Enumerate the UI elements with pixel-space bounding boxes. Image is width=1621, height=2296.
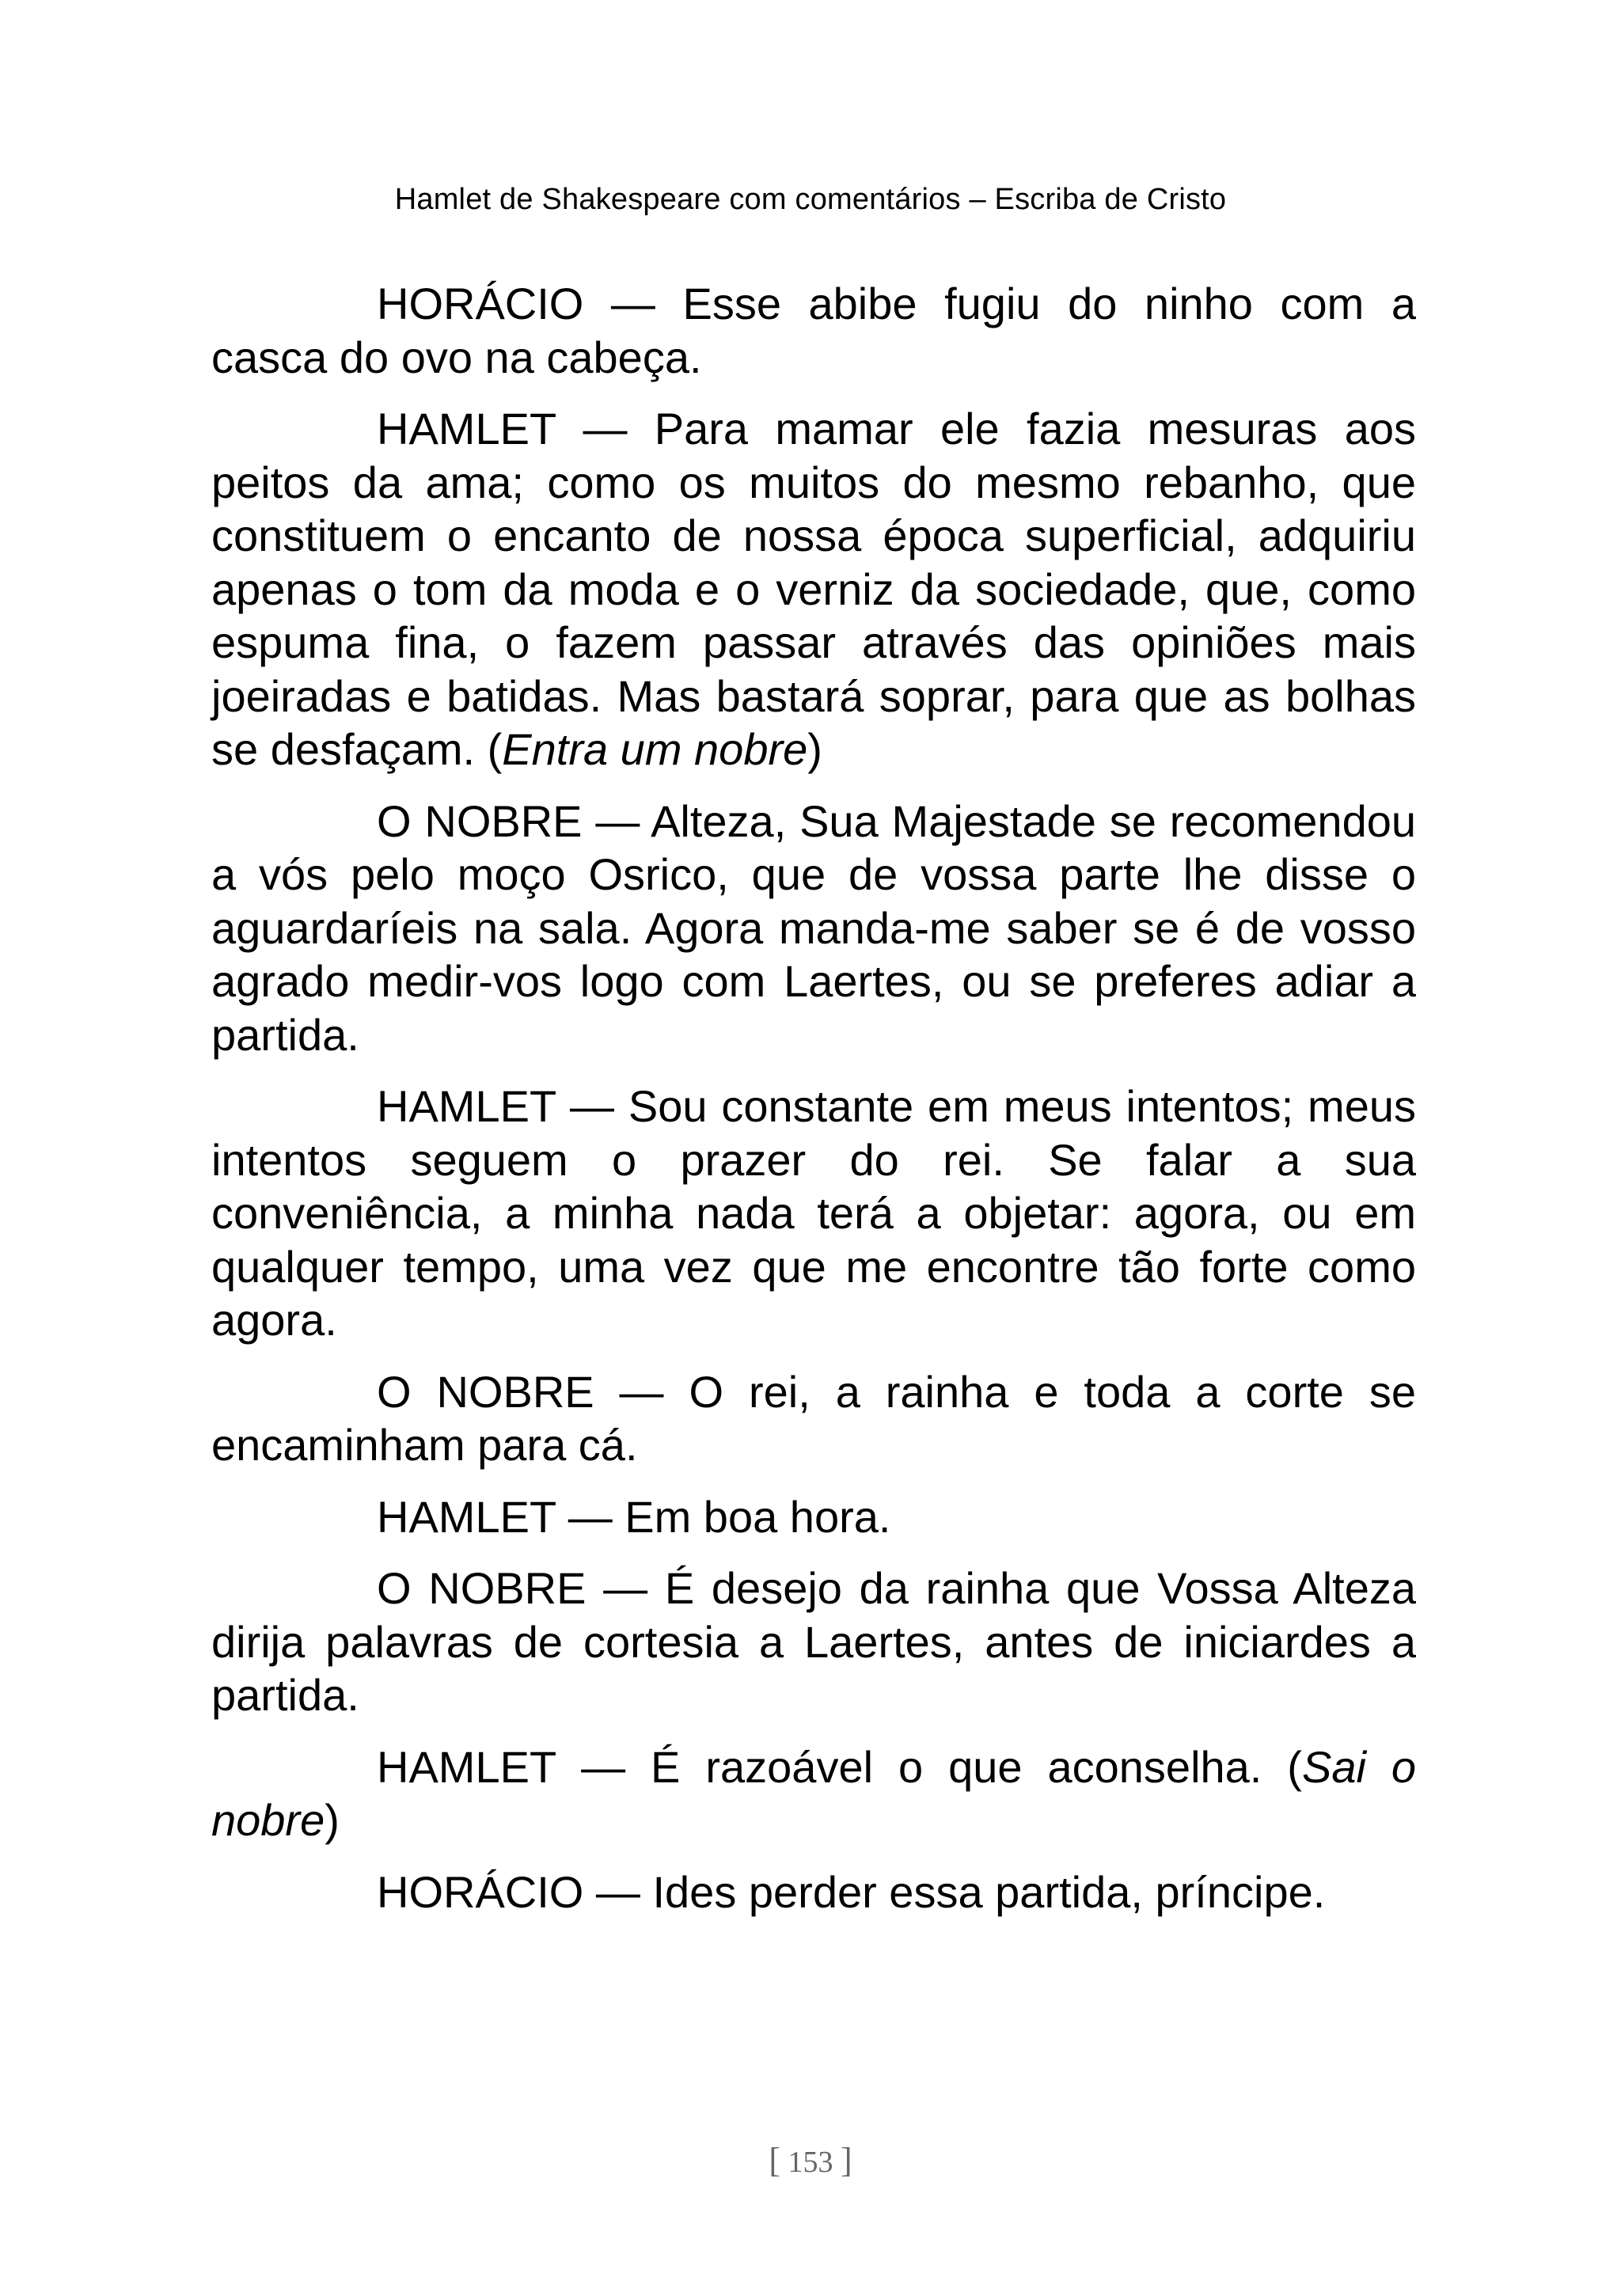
dialogue-text: O NOBRE — É desejo da rainha que Vossa Alteza dirija palavras de cortesia a Laertes, antes de iniciardes a partida. — [211, 1563, 1416, 1720]
dialogue-text: HAMLET — Para mamar ele fazia mesuras aos peitos da ama; como os muitos do mesmo rebanho, que constituem o encanto de nossa época superficial, adquiriu apenas o tom da moda e o verniz da sociedade, que, como espuma fina, o fazem passar através das opiniões mais joeiradas e batidas. Mas bastará soprar, para que as bolhas se desfaçam. ( — [211, 404, 1416, 774]
dialogue-text-end: ) — [325, 1795, 340, 1845]
stage-direction: Entra um nobre — [502, 724, 808, 774]
dialogue-paragraph — [211, 1365, 1416, 1472]
page-number-bracket-close: ] — [841, 2141, 852, 2180]
dialogue-text: HAMLET — É razoável o que aconselha. ( — [377, 1741, 1302, 1792]
dialogue-paragraph — [211, 1080, 1416, 1347]
dialogue-paragraph — [211, 402, 1416, 776]
play-text — [211, 277, 1416, 1937]
dialogue-paragraph — [211, 1740, 1416, 1847]
running-header: Hamlet de Shakespeare com comentários – Escriba de Cristo — [394, 183, 1227, 216]
dialogue-text: HORÁCIO — Ides perder essa partida, príncipe. — [377, 1866, 1326, 1917]
dialogue-text: O NOBRE — Alteza, Sua Majestade se recomendou a vós pelo moço Osrico, que de vossa parte lhe disse o aguardaríeis na sala. Agora manda-me saber se é de vosso agrado medir-vos logo com Laertes, ou se preferes adiar a partida. — [211, 795, 1416, 1060]
stage-direction: Sai o nobre — [211, 1741, 1417, 1845]
dialogue-paragraph — [211, 795, 1416, 1062]
dialogue-paragraph — [211, 277, 1416, 384]
dialogue-text: HORÁCIO — Esse abibe fugiu do ninho com a casca do ovo na cabeça. — [211, 279, 1416, 382]
dialogue-text-end: ) — [807, 724, 822, 774]
dialogue-text: HAMLET — Sou constante em meus intentos; meus intentos seguem o prazer do rei. Se falar a sua conveniência, a minha nada terá a objetar: agora, ou em qualquer tempo, uma vez que me encontre tão forte como agora. — [211, 1081, 1416, 1345]
page-number-value: 153 — [788, 2146, 833, 2179]
dialogue-paragraph — [211, 1865, 1416, 1919]
dialogue-text: HAMLET — Em boa hora. — [377, 1491, 891, 1542]
dialogue-paragraph — [211, 1490, 1416, 1544]
dialogue-paragraph — [211, 1562, 1416, 1722]
dialogue-text: O NOBRE — O rei, a rainha e toda a corte se encaminham para cá. — [211, 1366, 1416, 1470]
page-number — [0, 2142, 1621, 2181]
page-number-bracket-open: [ — [769, 2141, 780, 2180]
